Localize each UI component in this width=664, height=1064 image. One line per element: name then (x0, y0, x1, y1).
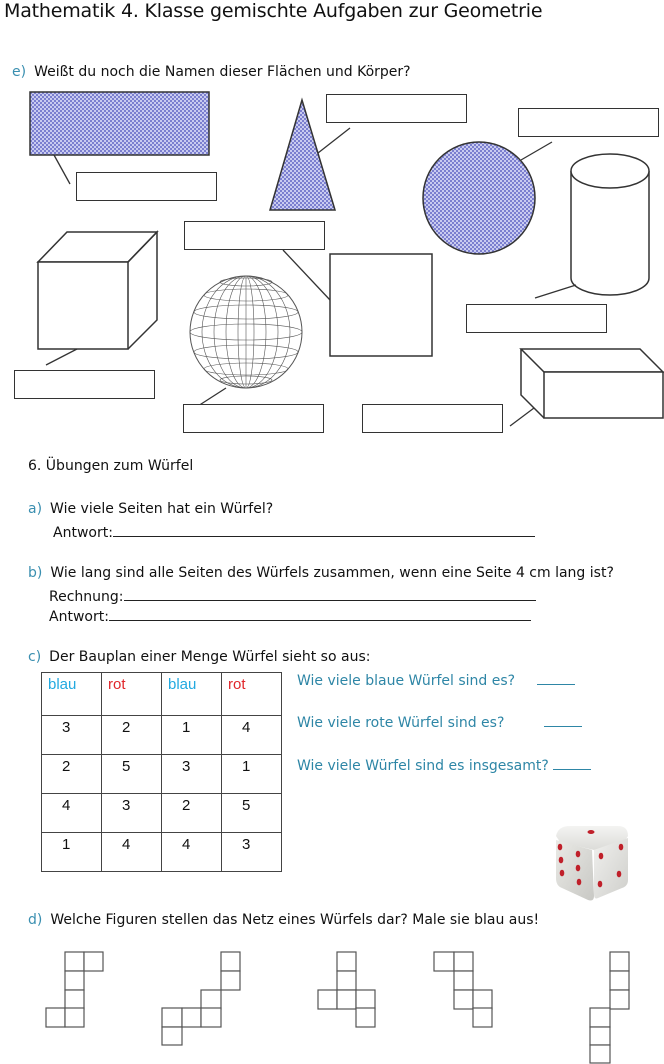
page-title: Mathematik 4. Klasse gemischte Aufgaben zur Geometrie (4, 0, 543, 22)
table-cell: 4 (102, 833, 162, 872)
table-cell: 3 (102, 794, 162, 833)
table-cell: 5 (222, 794, 282, 833)
question-label: d) (28, 912, 43, 928)
table-cell: 5 (102, 755, 162, 794)
header-cell: rot (102, 673, 162, 716)
answer-label: Antwort: (49, 609, 109, 625)
question-label: c) (28, 649, 42, 665)
header-cell: blau (162, 673, 222, 716)
table-cell: 2 (162, 794, 222, 833)
question-text: Welche Figuren stellen das Netz eines Würfels dar? Male sie blau aus! (50, 912, 540, 928)
answer-label: Antwort: (53, 525, 113, 541)
subquestion-text: Wie viele Würfel sind es insgesamt? (297, 758, 549, 774)
subquestion-text: Wie viele blaue Würfel sind es? (297, 673, 516, 689)
section-heading: 6. Übungen zum Würfel (28, 458, 194, 474)
table-cell: 1 (222, 755, 282, 794)
question-text: Der Bauplan einer Menge Würfel sieht so aus: (49, 649, 371, 665)
calc-label: Rechnung: (49, 589, 124, 605)
net-1[interactable] (46, 952, 103, 1027)
question-label: a) (28, 501, 43, 517)
net-3[interactable] (318, 952, 375, 1027)
table-cell: 3 (162, 755, 222, 794)
net-4[interactable] (434, 952, 492, 1027)
question-text: Wie viele Seiten hat ein Würfel? (50, 501, 274, 517)
subquestion-text: Wie viele rote Würfel sind es? (297, 715, 505, 731)
table-cell: 4 (162, 833, 222, 872)
table-cell: 2 (42, 755, 102, 794)
table-cell: 4 (42, 794, 102, 833)
question-label: b) (28, 565, 43, 581)
table-cell: 1 (42, 833, 102, 872)
header-cell: blau (42, 673, 102, 716)
table-cell: 3 (42, 716, 102, 755)
question-text: Wie lang sind alle Seiten des Würfels zusammen, wenn eine Seite 4 cm lang ist? (50, 565, 614, 581)
net-5[interactable] (590, 952, 629, 1063)
question-text: Weißt du noch die Namen dieser Flächen und Körper? (34, 64, 411, 80)
net-2[interactable] (162, 952, 240, 1045)
table-cell: 4 (222, 716, 282, 755)
table-cell: 2 (102, 716, 162, 755)
table-cell: 3 (222, 833, 282, 872)
question-label: e) (12, 64, 27, 80)
table-cell: 1 (162, 716, 222, 755)
header-cell: rot (222, 673, 282, 716)
